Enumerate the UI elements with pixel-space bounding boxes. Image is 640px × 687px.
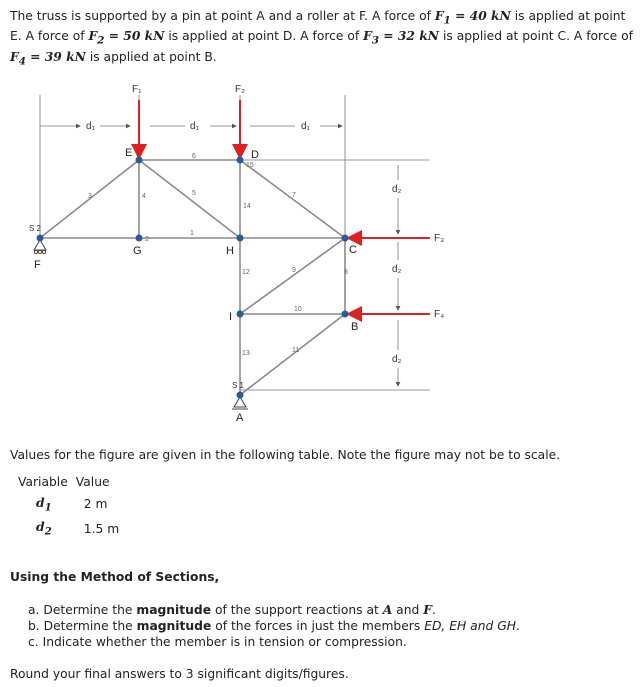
header-value: Value: [75, 475, 110, 489]
dim-d2-b: d₂: [392, 264, 402, 275]
svg-text:11: 11: [292, 347, 300, 354]
label-f1: F₁: [132, 84, 142, 95]
svg-text:9: 9: [292, 267, 296, 274]
dim-d1-c: d₁: [301, 121, 310, 132]
node-labels: [34, 147, 358, 424]
svg-text:12: 12: [242, 269, 250, 276]
svg-text:14: 14: [243, 203, 251, 210]
node-f: F: [34, 259, 41, 271]
task-list: [28, 602, 520, 650]
supports: [34, 240, 248, 409]
support-s2: S 2: [29, 224, 42, 233]
values-table: [18, 472, 127, 541]
svg-text:7: 7: [292, 192, 296, 199]
label-f2: F₂: [235, 84, 245, 95]
support-s1: S 1: [232, 381, 245, 390]
member-numbers: [88, 153, 348, 357]
node-c: C: [349, 244, 357, 256]
rounding-note: Round your final answers to 3 significant digits/figures.: [10, 667, 349, 681]
node-a: A: [236, 412, 244, 424]
node-e: E: [125, 147, 133, 159]
svg-text:4: 4: [142, 193, 146, 200]
figure-note: Values for the figure are given in the following table. Note the figure may not be to scale.: [10, 448, 561, 462]
task-b: b. Determine the magnitude of the forces in just the members ED, EH and GH.: [28, 619, 520, 633]
dim-d1-a: d₁: [86, 121, 95, 132]
header-variable: Variable: [18, 475, 68, 489]
truss-diagram: [0, 70, 640, 430]
table-row: $d_2$ 1.5 m: [36, 519, 120, 538]
reference-lines: [40, 95, 430, 390]
node-g: G: [133, 245, 142, 257]
method-heading: Using the Method of Sections,: [10, 570, 220, 584]
label-f4: F₄: [434, 309, 445, 320]
dim-d2-c: d₂: [392, 354, 402, 365]
svg-text:13: 13: [242, 350, 250, 357]
node-h: H: [226, 245, 234, 257]
dim-d2-a: d₂: [392, 184, 402, 195]
svg-text:3: 3: [88, 193, 92, 200]
node-i: I: [229, 311, 233, 323]
task-a: a. Determine the magnitude of the support reactions at A and F.: [28, 602, 436, 617]
svg-text:5: 5: [192, 190, 196, 197]
svg-text:8: 8: [344, 269, 348, 276]
task-c: c. Indicate whether the member is in tension or compression.: [28, 635, 407, 649]
svg-text:2: 2: [145, 236, 149, 243]
svg-text:1: 1: [190, 230, 194, 237]
table-row: $d_1$ 2 m: [36, 495, 108, 514]
problem-statement: The truss is supported by a pin at point A and a roller at F. A force of $F_1 = 40$ kN is applied at point E. A force of $F_2 = 50$ kN is applied at point D. A force of $F_3 = 32$ kN is applied at point C. A force of $F_4 = 39$ kN is applied at point B.: [10, 8, 633, 68]
svg-text:6: 6: [192, 153, 196, 160]
svg-text:15: 15: [246, 162, 254, 169]
force-labels: [132, 84, 444, 320]
dim-d1-b: d₁: [190, 121, 199, 132]
label-f3: F₃: [434, 233, 445, 244]
svg-text:10: 10: [294, 306, 302, 313]
node-b: B: [351, 321, 359, 333]
node-d: D: [251, 149, 259, 161]
